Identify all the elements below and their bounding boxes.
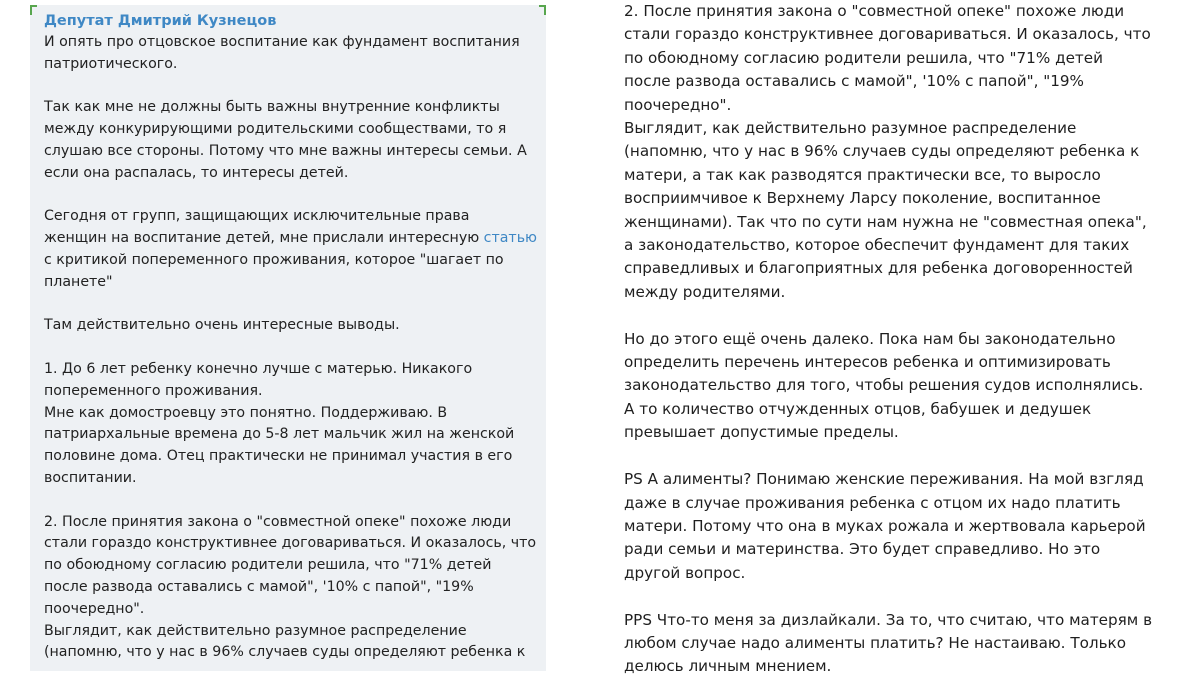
message-text [624,0,1184,675]
text-line: другой вопрос. [624,563,746,582]
text-line: половине дома. Отец практически не принимал участия в его [44,448,513,465]
article-link[interactable]: статью [483,230,537,247]
text-line: Выглядит, как действительно разумное распределение [624,119,1077,138]
text-line: Сегодня от групп, защищающих исключительные права [44,208,470,225]
text-line: с критикой попеременного проживания, которое "шагает по [44,251,504,268]
text-segment: женщин на воспитание детей, мне прислали интересную [44,230,484,247]
paragraph [44,359,536,490]
text-line: 2. После принятия закона о "совместной опеке" похоже люди [624,2,1125,20]
text-line: между конкурирующими родительскими сообществами, то я [44,121,507,138]
text-line: патриотического. [44,55,178,72]
text-line: даже в случае проживания ребенка с отцом их надо платить [624,493,1121,512]
text-line: матери, а так как разводятся практически все, то выросло [624,165,1101,184]
paragraph [44,97,536,184]
text-line: 1. До 6 лет ребенку конечно лучше с матерью. Никакого [44,360,473,377]
text-line: по обоюдному согласию родители решила, что "71% детей [624,48,1103,67]
paragraph [624,609,1184,675]
text-line: 2. После принятия закона о "совместной опеке" похоже люди [44,513,512,530]
text-line [44,228,536,250]
text-line: женщинами). Так что по сути нам нужна не "совместная опека", [624,212,1147,231]
text-line: Но до этого ещё очень далеко. Пока нам бы законодательно [624,329,1116,348]
left-message-bubble [30,5,546,671]
text-line: И опять про отцовское воспитание как фундамент воспитания [44,34,520,50]
text-line: поочередно". [44,600,145,617]
text-line: патриархальные времена до 5-8 лет мальчик жил на женской [44,426,515,443]
text-line: делюсь личным мнением. [624,657,832,675]
paragraph [44,512,536,665]
text-line: справедливых и благоприятных для ребенка договоренностей [624,259,1133,278]
text-line: планете" [44,273,113,290]
right-message-continuation [624,0,1184,675]
text-line: воспитании. [44,469,137,486]
text-line: если она распалась, то интересы детей. [44,164,349,181]
bubble-corner-right [539,5,546,15]
text-line: Мне как домостроевцу это понятно. Поддерживаю. В [44,404,448,421]
text-line: попеременного проживания. [44,382,263,399]
author-name[interactable]: Депутат Дмитрий Кузнецов [44,13,277,29]
text-line: слушаю все стороны. Потому что мне важны интересы семьи. А [44,142,527,159]
text-line: поочередно". [624,95,732,114]
paragraph [44,315,536,337]
text-line: стали гораздо конструктивнее договариваться. И оказалось, что [624,25,1151,44]
text-line: между родителями. [624,282,786,301]
paragraph [624,0,1184,304]
text-line: восприимчивое к Верхнему Ларсу поколение, воспитанное [624,189,1101,208]
text-line: определить перечень интересов ребенка и оптимизировать [624,353,1111,372]
bubble-corner-left [30,5,37,15]
text-line: превышает допустимые пределы. [624,423,899,442]
text-line: матери. Потому что она в муках рожала и жертвовала карьерой [624,516,1146,535]
text-line: а законодательство, которое обеспечит фундамент для таких [624,236,1130,255]
text-line: Там действительно очень интересные выводы. [44,317,400,334]
text-line: по обоюдному согласию родители решила, что "71% детей [44,557,492,574]
text-line: (напомню, что у нас в 96% случаев суды определяют ребенка к [44,644,526,661]
paragraph [624,468,1184,585]
text-line: (напомню, что у нас в 96% случаев суды определяют ребенка к [624,142,1140,161]
text-line: законодательство для того, чтобы решения судов исполнялись. [624,376,1144,395]
text-line: А то количество отчужденных отцов, бабушек и дедушек [624,399,1092,418]
paragraph [44,32,536,76]
text-line: стали гораздо конструктивнее договариваться. И оказалось, что [44,535,537,552]
text-line: любом случае надо алименты платить? Не настаиваю. Только [624,633,1127,652]
text-line: Так как мне не должны быть важны внутренние конфликты [44,99,500,116]
text-line: Выглядит, как действительно разумное распределение [44,622,467,639]
message-text [44,32,536,664]
text-line: PPS Что-то меня за дизлайкали. За то, что считаю, что матерям в [624,610,1153,629]
paragraph [624,328,1184,445]
text-line: ради семьи и материнства. Это будет справедливо. Но это [624,540,1101,559]
text-line: после развода оставались с мамой", '10% с папой", "19% [44,578,474,595]
paragraph [44,206,536,293]
text-line: PS А алименты? Понимаю женские переживания. На мой взгляд [624,470,1144,489]
text-line: после развода оставались с мамой", '10% с папой", "19% [624,72,1084,91]
